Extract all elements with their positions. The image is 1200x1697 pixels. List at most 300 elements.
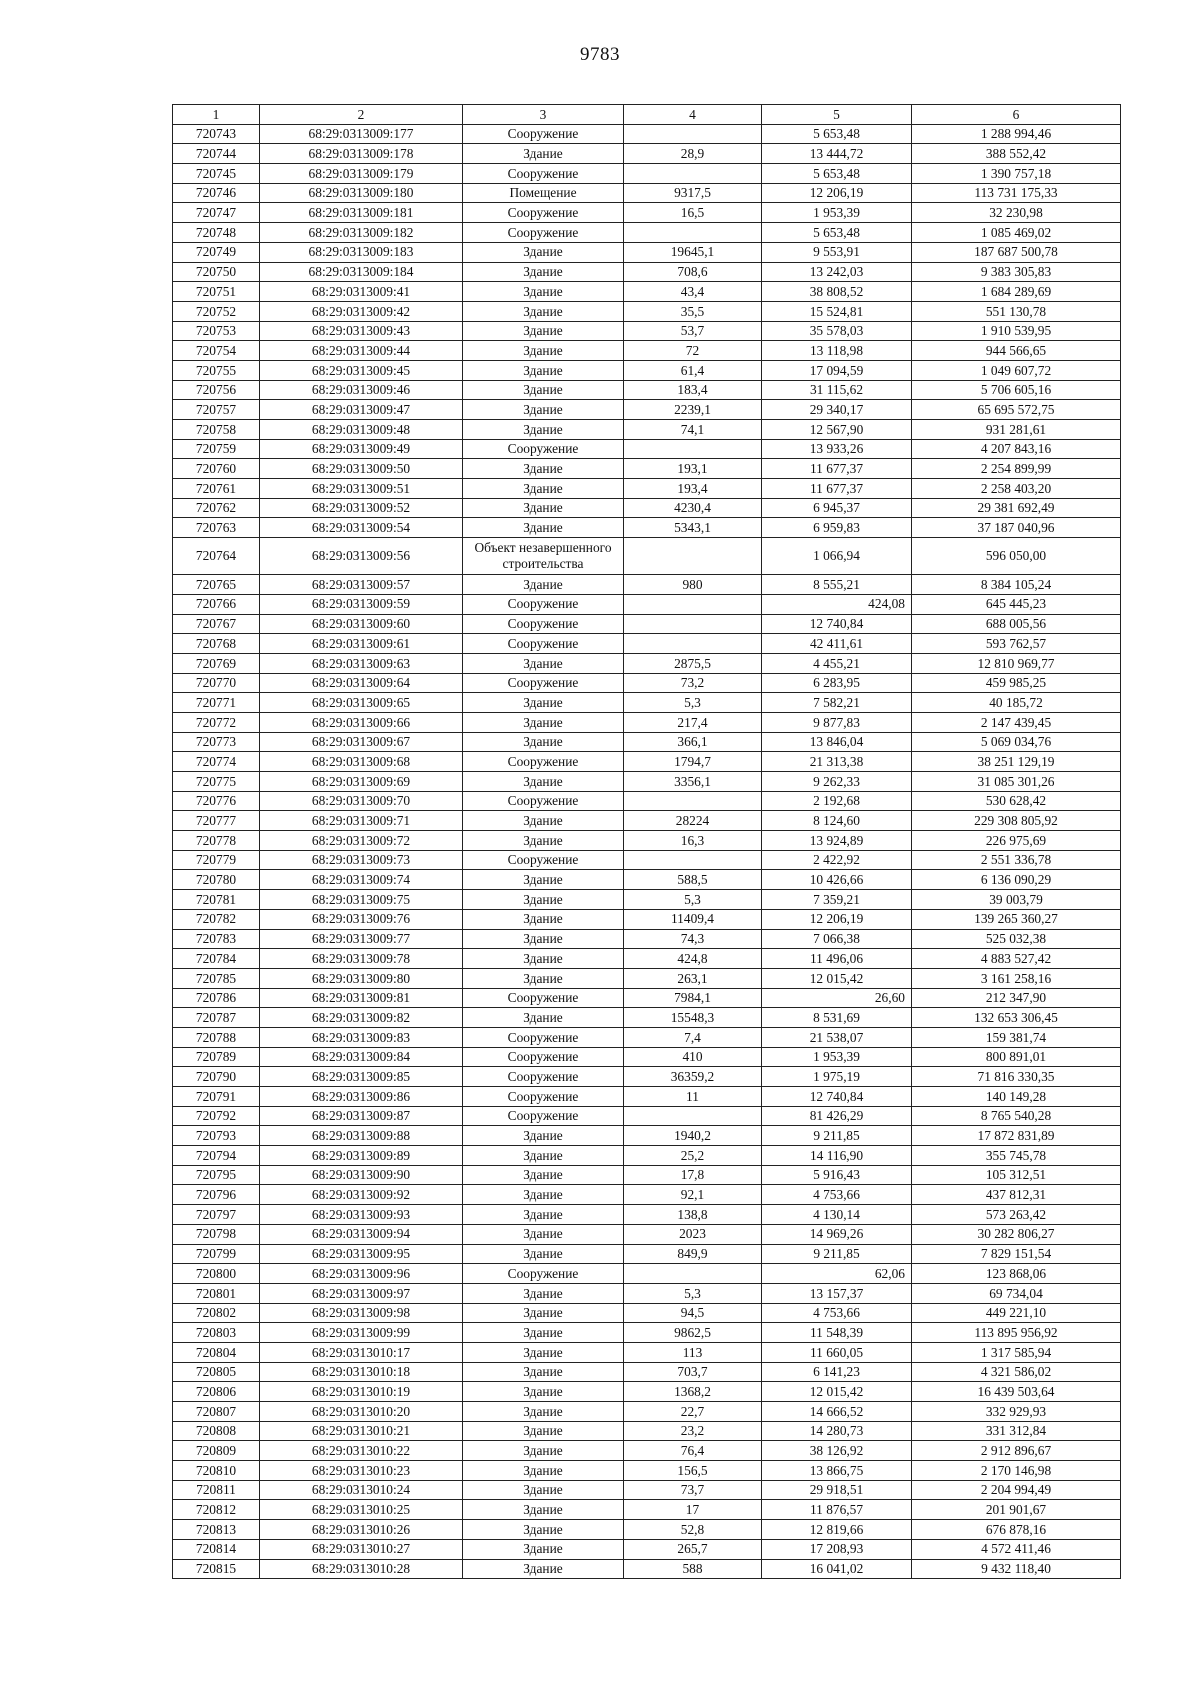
row-number-cell: 720810 <box>173 1461 260 1481</box>
cadastral-number-cell: 68:29:0313009:80 <box>260 968 463 988</box>
page-number: 9783 <box>580 44 620 65</box>
cadastral-value-cell: 229 308 805,92 <box>912 811 1121 831</box>
cadastral-value-cell: 5 706 605,16 <box>912 380 1121 400</box>
column-header-5: 5 <box>762 105 912 125</box>
area-cell <box>624 164 762 184</box>
object-type-cell: Здание <box>463 479 624 499</box>
table-row <box>173 1244 1121 1264</box>
cadastral-value-cell: 2 147 439,45 <box>912 712 1121 732</box>
cadastral-number-cell: 68:29:0313009:54 <box>260 518 463 538</box>
object-type-cell: Здание <box>463 1323 624 1343</box>
row-number-cell: 720778 <box>173 831 260 851</box>
area-cell: 36359,2 <box>624 1067 762 1087</box>
specific-value-cell: 7 066,38 <box>762 929 912 949</box>
cadastral-value-cell: 2 254 899,99 <box>912 459 1121 479</box>
cadastral-value-cell: 32 230,98 <box>912 203 1121 223</box>
object-type-cell: Здание <box>463 831 624 851</box>
specific-value-cell: 38 808,52 <box>762 282 912 302</box>
specific-value-cell: 13 933,26 <box>762 439 912 459</box>
table-row <box>173 1283 1121 1303</box>
cadastral-value-cell: 2 258 403,20 <box>912 479 1121 499</box>
cadastral-number-cell: 68:29:0313009:87 <box>260 1106 463 1126</box>
object-type-cell: Здание <box>463 712 624 732</box>
table-row <box>173 870 1121 890</box>
cadastral-number-cell: 68:29:0313009:56 <box>260 538 463 575</box>
area-cell: 588,5 <box>624 870 762 890</box>
cadastral-number-cell: 68:29:0313009:65 <box>260 693 463 713</box>
specific-value-cell: 9 877,83 <box>762 712 912 732</box>
cadastral-number-cell: 68:29:0313009:76 <box>260 909 463 929</box>
object-type-cell: Здание <box>463 1402 624 1422</box>
object-type-cell: Здание <box>463 1205 624 1225</box>
area-cell: 138,8 <box>624 1205 762 1225</box>
specific-value-cell: 9 211,85 <box>762 1126 912 1146</box>
table-row <box>173 831 1121 851</box>
row-number-cell: 720745 <box>173 164 260 184</box>
specific-value-cell: 1 975,19 <box>762 1067 912 1087</box>
cadastral-value-cell: 4 572 411,46 <box>912 1539 1121 1559</box>
table-row <box>173 1126 1121 1146</box>
object-type-cell: Здание <box>463 1303 624 1323</box>
cadastral-value-cell: 30 282 806,27 <box>912 1224 1121 1244</box>
cadastral-value-cell: 388 552,42 <box>912 144 1121 164</box>
table-row <box>173 360 1121 380</box>
cadastral-value-cell: 132 653 306,45 <box>912 1008 1121 1028</box>
object-type-cell: Здание <box>463 498 624 518</box>
cadastral-value-cell: 1 684 289,69 <box>912 282 1121 302</box>
cadastral-value-cell: 2 170 146,98 <box>912 1461 1121 1481</box>
cadastral-number-cell: 68:29:0313009:96 <box>260 1264 463 1284</box>
object-type-cell: Здание <box>463 420 624 440</box>
cadastral-value-cell: 187 687 500,78 <box>912 242 1121 262</box>
area-cell <box>624 791 762 811</box>
cadastral-value-cell: 3 161 258,16 <box>912 968 1121 988</box>
specific-value-cell: 12 015,42 <box>762 1382 912 1402</box>
table-row <box>173 203 1121 223</box>
cadastral-number-cell: 68:29:0313009:89 <box>260 1146 463 1166</box>
area-cell: 28224 <box>624 811 762 831</box>
table-row <box>173 420 1121 440</box>
row-number-cell: 720763 <box>173 518 260 538</box>
cadastral-number-cell: 68:29:0313009:181 <box>260 203 463 223</box>
cadastral-number-cell: 68:29:0313009:74 <box>260 870 463 890</box>
area-cell: 25,2 <box>624 1146 762 1166</box>
area-cell <box>624 124 762 144</box>
cadastral-value-cell: 8 765 540,28 <box>912 1106 1121 1126</box>
row-number-cell: 720744 <box>173 144 260 164</box>
object-type-cell: Здание <box>463 459 624 479</box>
column-header-6: 6 <box>912 105 1121 125</box>
row-number-cell: 720786 <box>173 988 260 1008</box>
specific-value-cell: 9 262,33 <box>762 772 912 792</box>
cadastral-number-cell: 68:29:0313009:43 <box>260 321 463 341</box>
table-row <box>173 164 1121 184</box>
row-number-cell: 720796 <box>173 1185 260 1205</box>
specific-value-cell: 11 660,05 <box>762 1342 912 1362</box>
row-number-cell: 720752 <box>173 301 260 321</box>
object-type-cell: Здание <box>463 1520 624 1540</box>
cadastral-value-cell: 688 005,56 <box>912 614 1121 634</box>
cadastral-value-cell: 69 734,04 <box>912 1283 1121 1303</box>
row-number-cell: 720768 <box>173 634 260 654</box>
cadastral-number-cell: 68:29:0313009:49 <box>260 439 463 459</box>
specific-value-cell: 5 916,43 <box>762 1165 912 1185</box>
area-cell: 23,2 <box>624 1421 762 1441</box>
row-number-cell: 720755 <box>173 360 260 380</box>
specific-value-cell: 14 969,26 <box>762 1224 912 1244</box>
table-row <box>173 929 1121 949</box>
object-type-cell: Сооружение <box>463 614 624 634</box>
specific-value-cell: 5 653,48 <box>762 164 912 184</box>
cadastral-number-cell: 68:29:0313009:78 <box>260 949 463 969</box>
specific-value-cell: 38 126,92 <box>762 1441 912 1461</box>
object-type-cell: Здание <box>463 929 624 949</box>
area-cell <box>624 1264 762 1284</box>
cadastral-value-cell: 2 204 994,49 <box>912 1480 1121 1500</box>
specific-value-cell: 13 866,75 <box>762 1461 912 1481</box>
row-number-cell: 720780 <box>173 870 260 890</box>
object-type-cell: Здание <box>463 1421 624 1441</box>
table-row <box>173 1008 1121 1028</box>
cadastral-number-cell: 68:29:0313009:46 <box>260 380 463 400</box>
cadastral-number-cell: 68:29:0313009:42 <box>260 301 463 321</box>
row-number-cell: 720792 <box>173 1106 260 1126</box>
area-cell: 217,4 <box>624 712 762 732</box>
row-number-cell: 720779 <box>173 850 260 870</box>
cadastral-number-cell: 68:29:0313009:73 <box>260 850 463 870</box>
specific-value-cell: 11 677,37 <box>762 459 912 479</box>
specific-value-cell: 5 653,48 <box>762 124 912 144</box>
cadastral-value-cell: 140 149,28 <box>912 1087 1121 1107</box>
row-number-cell: 720756 <box>173 380 260 400</box>
specific-value-cell: 13 924,89 <box>762 831 912 851</box>
specific-value-cell: 42 411,61 <box>762 634 912 654</box>
object-type-cell: Здание <box>463 1224 624 1244</box>
cadastral-value-cell: 9 432 118,40 <box>912 1559 1121 1579</box>
cadastral-number-cell: 68:29:0313010:22 <box>260 1441 463 1461</box>
table-row <box>173 459 1121 479</box>
row-number-cell: 720791 <box>173 1087 260 1107</box>
object-type-cell: Сооружение <box>463 594 624 614</box>
specific-value-cell: 29 918,51 <box>762 1480 912 1500</box>
table-row <box>173 1520 1121 1540</box>
specific-value-cell: 6 945,37 <box>762 498 912 518</box>
area-cell: 1940,2 <box>624 1126 762 1146</box>
cadastral-value-cell: 355 745,78 <box>912 1146 1121 1166</box>
area-cell: 11409,4 <box>624 909 762 929</box>
area-cell: 16,3 <box>624 831 762 851</box>
area-cell: 22,7 <box>624 1402 762 1422</box>
area-cell <box>624 1106 762 1126</box>
area-cell <box>624 538 762 575</box>
table-row <box>173 1165 1121 1185</box>
cadastral-number-cell: 68:29:0313009:178 <box>260 144 463 164</box>
cadastral-number-cell: 68:29:0313009:95 <box>260 1244 463 1264</box>
cadastral-number-cell: 68:29:0313009:60 <box>260 614 463 634</box>
object-type-cell: Сооружение <box>463 124 624 144</box>
area-cell: 73,2 <box>624 673 762 693</box>
object-type-cell: Здание <box>463 321 624 341</box>
row-number-cell: 720754 <box>173 341 260 361</box>
area-cell: 17,8 <box>624 1165 762 1185</box>
cadastral-number-cell: 68:29:0313009:41 <box>260 282 463 302</box>
cadastral-number-cell: 68:29:0313009:66 <box>260 712 463 732</box>
cadastral-value-cell: 212 347,90 <box>912 988 1121 1008</box>
specific-value-cell: 12 819,66 <box>762 1520 912 1540</box>
table-row <box>173 1185 1121 1205</box>
row-number-cell: 720799 <box>173 1244 260 1264</box>
row-number-cell: 720815 <box>173 1559 260 1579</box>
cadastral-value-cell: 38 251 129,19 <box>912 752 1121 772</box>
row-number-cell: 720757 <box>173 400 260 420</box>
row-number-cell: 720809 <box>173 1441 260 1461</box>
cadastral-value-cell: 226 975,69 <box>912 831 1121 851</box>
object-type-cell: Сооружение <box>463 988 624 1008</box>
cadastral-number-cell: 68:29:0313009:84 <box>260 1047 463 1067</box>
object-type-cell: Здание <box>463 575 624 595</box>
table-row <box>173 772 1121 792</box>
specific-value-cell: 11 496,06 <box>762 949 912 969</box>
row-number-cell: 720802 <box>173 1303 260 1323</box>
area-cell: 3356,1 <box>624 772 762 792</box>
specific-value-cell: 13 444,72 <box>762 144 912 164</box>
row-number-cell: 720762 <box>173 498 260 518</box>
cadastral-number-cell: 68:29:0313010:24 <box>260 1480 463 1500</box>
cadastral-number-cell: 68:29:0313009:88 <box>260 1126 463 1146</box>
row-number-cell: 720748 <box>173 223 260 243</box>
cadastral-value-cell: 931 281,61 <box>912 420 1121 440</box>
table-row <box>173 968 1121 988</box>
area-cell: 73,7 <box>624 1480 762 1500</box>
cadastral-value-cell: 1 390 757,18 <box>912 164 1121 184</box>
row-number-cell: 720751 <box>173 282 260 302</box>
cadastral-value-cell: 2 551 336,78 <box>912 850 1121 870</box>
object-type-cell: Сооружение <box>463 1264 624 1284</box>
object-type-cell: Здание <box>463 144 624 164</box>
object-type-cell: Здание <box>463 1461 624 1481</box>
row-number-cell: 720814 <box>173 1539 260 1559</box>
area-cell: 94,5 <box>624 1303 762 1323</box>
table-row <box>173 124 1121 144</box>
row-number-cell: 720747 <box>173 203 260 223</box>
cadastral-number-cell: 68:29:0313009:180 <box>260 183 463 203</box>
area-cell: 92,1 <box>624 1185 762 1205</box>
cadastral-value-cell: 71 816 330,35 <box>912 1067 1121 1087</box>
row-number-cell: 720761 <box>173 479 260 499</box>
cadastral-value-cell: 437 812,31 <box>912 1185 1121 1205</box>
cadastral-value-cell: 105 312,51 <box>912 1165 1121 1185</box>
cadastral-number-cell: 68:29:0313009:68 <box>260 752 463 772</box>
object-type-cell: Сооружение <box>463 203 624 223</box>
table-row <box>173 538 1121 575</box>
column-header-1: 1 <box>173 105 260 125</box>
table-row <box>173 575 1121 595</box>
table-row <box>173 653 1121 673</box>
cadastral-number-cell: 68:29:0313009:59 <box>260 594 463 614</box>
object-type-cell: Здание <box>463 1126 624 1146</box>
cadastral-value-cell: 596 050,00 <box>912 538 1121 575</box>
specific-value-cell: 8 555,21 <box>762 575 912 595</box>
cadastral-value-cell: 551 130,78 <box>912 301 1121 321</box>
cadastral-number-cell: 68:29:0313010:27 <box>260 1539 463 1559</box>
cadastral-value-cell: 17 872 831,89 <box>912 1126 1121 1146</box>
cadastral-value-cell: 12 810 969,77 <box>912 653 1121 673</box>
table-row <box>173 1087 1121 1107</box>
cadastral-value-cell: 8 384 105,24 <box>912 575 1121 595</box>
table-row <box>173 909 1121 929</box>
cadastral-number-cell: 68:29:0313009:77 <box>260 929 463 949</box>
cadastral-value-cell: 525 032,38 <box>912 929 1121 949</box>
area-cell: 72 <box>624 341 762 361</box>
cadastral-number-cell: 68:29:0313009:50 <box>260 459 463 479</box>
cadastral-number-cell: 68:29:0313009:72 <box>260 831 463 851</box>
cadastral-number-cell: 68:29:0313009:61 <box>260 634 463 654</box>
area-cell: 28,9 <box>624 144 762 164</box>
area-cell: 74,1 <box>624 420 762 440</box>
object-type-cell: Здание <box>463 301 624 321</box>
area-cell <box>624 614 762 634</box>
cadastral-value-cell: 37 187 040,96 <box>912 518 1121 538</box>
table-row <box>173 439 1121 459</box>
row-number-cell: 720746 <box>173 183 260 203</box>
row-number-cell: 720793 <box>173 1126 260 1146</box>
specific-value-cell: 1 953,39 <box>762 1047 912 1067</box>
area-cell: 15548,3 <box>624 1008 762 1028</box>
specific-value-cell: 7 582,21 <box>762 693 912 713</box>
object-type-cell: Здание <box>463 1441 624 1461</box>
table-row <box>173 791 1121 811</box>
table-row <box>173 1441 1121 1461</box>
row-number-cell: 720773 <box>173 732 260 752</box>
table-row <box>173 614 1121 634</box>
row-number-cell: 720759 <box>173 439 260 459</box>
row-number-cell: 720750 <box>173 262 260 282</box>
row-number-cell: 720805 <box>173 1362 260 1382</box>
row-number-cell: 720795 <box>173 1165 260 1185</box>
cadastral-number-cell: 68:29:0313010:26 <box>260 1520 463 1540</box>
row-number-cell: 720807 <box>173 1402 260 1422</box>
cadastral-number-cell: 68:29:0313009:64 <box>260 673 463 693</box>
table-row <box>173 1047 1121 1067</box>
row-number-cell: 720788 <box>173 1027 260 1047</box>
object-type-cell: Здание <box>463 1362 624 1382</box>
table-row <box>173 242 1121 262</box>
table-row <box>173 1480 1121 1500</box>
object-type-cell: Сооружение <box>463 164 624 184</box>
cadastral-value-cell: 332 929,93 <box>912 1402 1121 1422</box>
area-cell: 53,7 <box>624 321 762 341</box>
object-type-cell: Сооружение <box>463 439 624 459</box>
table-row <box>173 1106 1121 1126</box>
object-type-cell: Здание <box>463 262 624 282</box>
cadastral-value-cell: 645 445,23 <box>912 594 1121 614</box>
specific-value-cell: 14 280,73 <box>762 1421 912 1441</box>
area-cell: 2023 <box>624 1224 762 1244</box>
cadastral-number-cell: 68:29:0313009:75 <box>260 890 463 910</box>
specific-value-cell: 21 538,07 <box>762 1027 912 1047</box>
area-cell: 980 <box>624 575 762 595</box>
specific-value-cell: 12 206,19 <box>762 183 912 203</box>
table-row <box>173 1402 1121 1422</box>
table-row <box>173 673 1121 693</box>
specific-value-cell: 4 753,66 <box>762 1185 912 1205</box>
specific-value-cell: 13 157,37 <box>762 1283 912 1303</box>
object-type-cell: Здание <box>463 772 624 792</box>
area-cell: 849,9 <box>624 1244 762 1264</box>
area-cell: 19645,1 <box>624 242 762 262</box>
row-number-cell: 720811 <box>173 1480 260 1500</box>
area-cell: 588 <box>624 1559 762 1579</box>
cadastral-value-cell: 139 265 360,27 <box>912 909 1121 929</box>
cadastral-value-cell: 5 069 034,76 <box>912 732 1121 752</box>
cadastral-value-cell: 4 207 843,16 <box>912 439 1121 459</box>
object-type-cell: Здание <box>463 1165 624 1185</box>
row-number-cell: 720812 <box>173 1500 260 1520</box>
table-row <box>173 498 1121 518</box>
table-row <box>173 1461 1121 1481</box>
specific-value-cell: 424,08 <box>762 594 912 614</box>
table-row <box>173 1303 1121 1323</box>
cadastral-number-cell: 68:29:0313009:184 <box>260 262 463 282</box>
row-number-cell: 720753 <box>173 321 260 341</box>
cadastral-value-table <box>172 104 1121 1579</box>
row-number-cell: 720771 <box>173 693 260 713</box>
table-row <box>173 988 1121 1008</box>
area-cell: 2239,1 <box>624 400 762 420</box>
table-row <box>173 1539 1121 1559</box>
cadastral-number-cell: 68:29:0313009:71 <box>260 811 463 831</box>
object-type-cell: Сооружение <box>463 850 624 870</box>
specific-value-cell: 1 953,39 <box>762 203 912 223</box>
row-number-cell: 720770 <box>173 673 260 693</box>
cadastral-value-cell: 573 263,42 <box>912 1205 1121 1225</box>
table-row <box>173 634 1121 654</box>
specific-value-cell: 5 653,48 <box>762 223 912 243</box>
table-row <box>173 321 1121 341</box>
object-type-cell: Здание <box>463 1283 624 1303</box>
area-cell: 703,7 <box>624 1362 762 1382</box>
table-row <box>173 890 1121 910</box>
area-cell: 35,5 <box>624 301 762 321</box>
specific-value-cell: 13 118,98 <box>762 341 912 361</box>
table-row <box>173 282 1121 302</box>
cadastral-number-cell: 68:29:0313010:20 <box>260 1402 463 1422</box>
cadastral-number-cell: 68:29:0313009:82 <box>260 1008 463 1028</box>
object-type-cell: Здание <box>463 1185 624 1205</box>
cadastral-value-cell: 9 383 305,83 <box>912 262 1121 282</box>
cadastral-value-cell: 16 439 503,64 <box>912 1382 1121 1402</box>
row-number-cell: 720808 <box>173 1421 260 1441</box>
specific-value-cell: 10 426,66 <box>762 870 912 890</box>
specific-value-cell: 21 313,38 <box>762 752 912 772</box>
cadastral-number-cell: 68:29:0313009:63 <box>260 653 463 673</box>
cadastral-value-cell: 1 910 539,95 <box>912 321 1121 341</box>
cadastral-value-cell: 123 868,06 <box>912 1264 1121 1284</box>
table-row <box>173 1224 1121 1244</box>
cadastral-value-cell: 1 288 994,46 <box>912 124 1121 144</box>
table-row <box>173 732 1121 752</box>
table-body <box>173 124 1121 1579</box>
cadastral-number-cell: 68:29:0313009:182 <box>260 223 463 243</box>
object-type-cell: Сооружение <box>463 1027 624 1047</box>
area-cell: 9317,5 <box>624 183 762 203</box>
object-type-cell: Сооружение <box>463 791 624 811</box>
specific-value-cell: 17 094,59 <box>762 360 912 380</box>
object-type-cell: Здание <box>463 360 624 380</box>
table-row <box>173 949 1121 969</box>
table-row <box>173 1500 1121 1520</box>
cadastral-value-cell: 1 317 585,94 <box>912 1342 1121 1362</box>
